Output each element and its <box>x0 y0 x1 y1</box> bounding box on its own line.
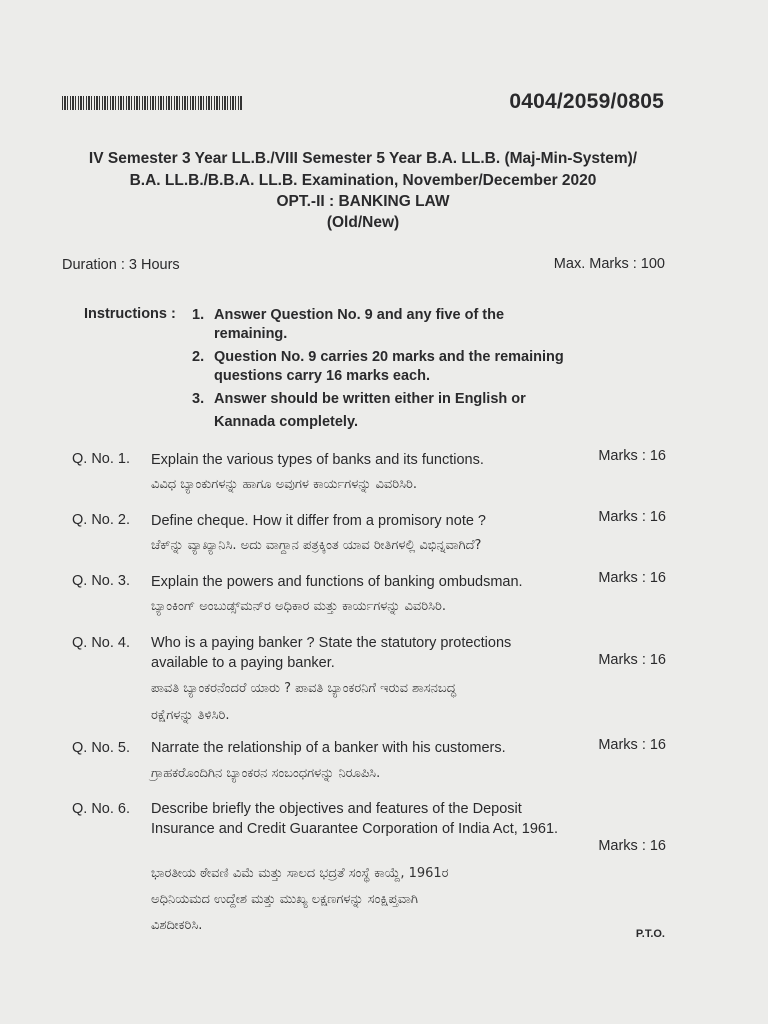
instruction-3-cont: Kannada completely. <box>214 414 358 430</box>
question-text: Explain the various types of banks and its functions. <box>151 452 484 468</box>
question-text-kannada: ರಕ್ಷೆಗಳನ್ನು ತಿಳಿಸಿರಿ. <box>151 708 230 723</box>
question-text: Explain the powers and functions of banking ombudsman. <box>151 574 523 590</box>
instruction-1-cont: remaining. <box>214 326 288 342</box>
instruction-text: Question No. 9 carries 20 marks and the remaining <box>214 349 564 365</box>
question-text-kannada: ಅಧಿನಿಯಮದ ಉದ್ದೇಶ ಮತ್ತು ಮುಖ್ಯ ಲಕ್ಷಣಗಳನ್ನು ಸಂಕ್ಷಿಪ್ತವಾಗಿ <box>151 892 418 907</box>
instruction-number: 1. <box>192 307 205 323</box>
question-marks: Marks : 16 <box>598 570 666 586</box>
scheme-label: (Old/New) <box>326 214 400 231</box>
instruction-2-cont: questions carry 16 marks each. <box>214 368 431 384</box>
question-number: Q. No. 4. <box>72 635 131 651</box>
question-text-kannada: ವಿವಿಧ ಬ್ಯಾಂಕುಗಳನ್ನು ಹಾಗೂ ಅವುಗಳ ಕಾರ್ಯಗಳನ್ನು ವಿವರಿಸಿರಿ. <box>151 477 418 492</box>
question-text-kannada: ಬ್ಯಾಂಕಿಂಗ್ ಅಂಬುಡ್ಸ್‌ಮನ್‌ರ ಅಧಿಕಾರ ಮತ್ತು ಕಾರ್ಯಗಳನ್ನು ವಿವರಿಸಿರಿ. <box>151 599 447 614</box>
question-text: Who is a paying banker ? State the statutory protections <box>151 635 512 651</box>
exam-title-line2: B.A. LL.B./B.B.A. LL.B. Examination, November/December 2020 <box>129 172 597 189</box>
question-number: Q. No. 2. <box>72 512 131 528</box>
subject-title: OPT.-II : BANKING LAW <box>276 193 450 210</box>
instruction-text: Answer Question No. 9 and any five of the <box>214 307 505 323</box>
question-marks: Marks : 16 <box>598 737 666 753</box>
question-marks: Marks : 16 <box>598 509 666 525</box>
question-text: available to a paying banker. <box>151 655 335 671</box>
question-number: Q. No. 5. <box>72 740 131 756</box>
pto-label: P.T.O. <box>635 928 665 940</box>
instruction-text: Answer should be written either in English or <box>214 391 526 407</box>
question-text-kannada: ಚೆಕ್‌ನ್ನು ವ್ಯಾಖ್ಯಾನಿಸಿ. ಅದು ವಾಗ್ದಾನ ಪತ್ರಕ್ಕಿಂತ ಯಾವ ರೀತಿಗಳಲ್ಲಿ ವಿಭಿನ್ನವಾಗಿದೆ? <box>151 538 482 553</box>
question-marks: Marks : 16 <box>598 448 666 464</box>
instruction-1 <box>192 305 582 326</box>
question-number: Q. No. 6. <box>72 801 131 817</box>
question-marks: Marks : 16 <box>598 838 666 854</box>
max-marks: Max. Marks : 100 <box>553 256 665 272</box>
question-text: Narrate the relationship of a banker with his customers. <box>151 740 506 756</box>
paper-code: 0404/2059/0805 <box>509 90 664 113</box>
instruction-2 <box>192 347 582 368</box>
question-text: Insurance and Credit Guarantee Corporation of India Act, 1961. <box>151 821 559 837</box>
question-text-kannada: ಪಾವತಿ ಬ್ಯಾಂಕರನೆಂದರೆ ಯಾರು ? ಪಾವತಿ ಬ್ಯಾಂಕರನಿಗೆ ಇರುವ ಶಾಸನಬದ್ಧ <box>151 681 457 696</box>
exam-title-line1: IV Semester 3 Year LL.B./VIII Semester 5 Year B.A. LL.B. (Maj-Min-System)/ <box>88 150 638 167</box>
instructions-label: Instructions : <box>84 306 176 322</box>
question-text: Define cheque. How it differ from a promisory note ? <box>151 513 487 529</box>
instruction-3 <box>192 389 582 410</box>
question-text-kannada: ಗ್ರಾಹಕರೊಂದಿಗಿನ ಬ್ಯಾಂಕರನ ಸಂಬಂಧಗಳನ್ನು ನಿರೂಪಿಸಿ. <box>151 766 381 781</box>
question-marks: Marks : 16 <box>598 652 666 668</box>
instruction-number: 2. <box>192 349 205 365</box>
question-text-kannada: ಭಾರತೀಯ ಠೇವಣಿ ವಿಮೆ ಮತ್ತು ಸಾಲದ ಭದ್ರತೆ ಸಂಸ್ಥೆ ಕಾಯ್ದೆ, 1961ರ <box>151 866 449 881</box>
duration: Duration : 3 Hours <box>62 257 180 273</box>
question-text-kannada: ವಿಶದೀಕರಿಸಿ. <box>151 918 203 933</box>
question-number: Q. No. 1. <box>72 451 131 467</box>
question-text: Describe briefly the objectives and features of the Deposit <box>151 801 522 817</box>
question-number: Q. No. 3. <box>72 573 131 589</box>
instruction-number: 3. <box>192 391 205 407</box>
barcode <box>62 96 242 110</box>
